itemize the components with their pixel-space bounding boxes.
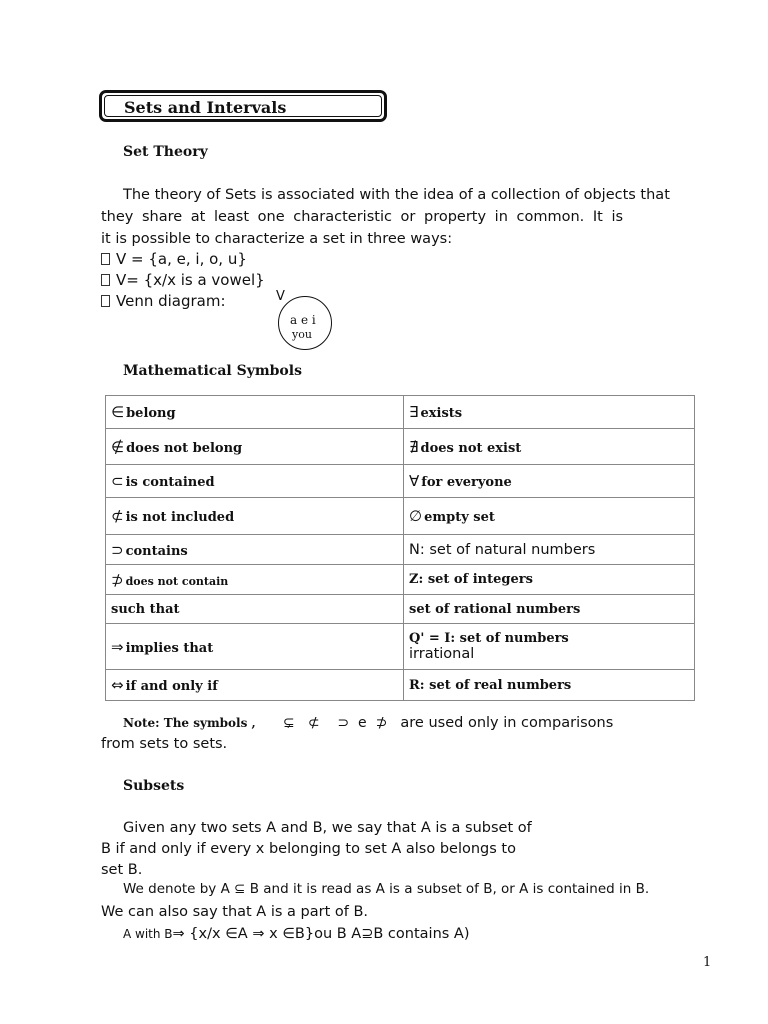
cell-text: is not included bbox=[125, 510, 235, 525]
subset-icon: ⊂ bbox=[111, 472, 124, 490]
table-cell bbox=[106, 535, 404, 565]
iff-icon: ⇔ bbox=[111, 676, 124, 694]
venn-text-1: a e i bbox=[290, 313, 316, 327]
table-cell bbox=[106, 565, 404, 595]
table-cell bbox=[106, 595, 404, 624]
table-row bbox=[106, 396, 695, 429]
set-theory-line-2: they share at least one characteristic or property in common. It is bbox=[101, 209, 624, 225]
cell-text: does not contain bbox=[125, 574, 229, 588]
cell-text: contains bbox=[125, 543, 188, 559]
cell-text: for everyone bbox=[421, 475, 512, 490]
cell-text: Z: set of integers bbox=[409, 572, 533, 587]
not-element-of-icon: ∉ bbox=[111, 437, 125, 456]
cell-text: implies that bbox=[125, 640, 214, 656]
subsets-line-6-rest: ⇒ {x/x ∈A ⇒ x ∈B}ou B A⊇B contains A) bbox=[172, 926, 470, 942]
superset-icon: ⊃ bbox=[111, 540, 124, 559]
bullet-icon bbox=[101, 253, 110, 265]
venn-set-label: V bbox=[276, 289, 285, 304]
table-row bbox=[106, 670, 695, 701]
element-of-icon: ∈ bbox=[111, 403, 125, 421]
not-superset-icon: ⊅ bbox=[111, 570, 124, 589]
table-cell bbox=[404, 595, 695, 624]
empty-set-icon: ∅ bbox=[409, 507, 423, 525]
cell-text: R: set of real numbers bbox=[409, 677, 572, 693]
table-cell bbox=[106, 465, 404, 498]
table-cell bbox=[404, 498, 695, 535]
cell-text: set of rational numbers bbox=[409, 601, 581, 617]
table-row bbox=[106, 595, 695, 624]
note-symbols: ⊊ ⊄ ⊃ e ⊅ bbox=[282, 715, 388, 731]
page-number: 1 bbox=[703, 955, 712, 970]
table-cell bbox=[106, 498, 404, 535]
table-cell bbox=[404, 396, 695, 429]
set-theory-line-3: it is possible to characterize a set in three ways: bbox=[101, 231, 453, 247]
subsets-line-6-small: A with B bbox=[123, 927, 173, 941]
table-cell bbox=[404, 429, 695, 465]
title-box bbox=[99, 90, 387, 122]
table-row bbox=[106, 498, 695, 535]
not-exists-icon: ∄ bbox=[409, 437, 419, 456]
venn-text-2: you bbox=[292, 328, 312, 341]
subsets-line-2: B if and only if every x belonging to set A also belongs to bbox=[101, 841, 516, 857]
bullet-icon bbox=[101, 295, 110, 307]
table-row bbox=[106, 535, 695, 565]
cell-text: is contained bbox=[125, 475, 215, 490]
bullet-text: V = {a, e, i, o, u} bbox=[116, 250, 247, 268]
cell-text: empty set bbox=[424, 510, 495, 525]
subsets-line-1: Given any two sets A and B, we say that A is a subset of bbox=[123, 820, 532, 836]
cell-text: exists bbox=[420, 406, 463, 421]
page-title: Sets and Intervals bbox=[124, 98, 287, 117]
bullet-item-1 bbox=[101, 250, 247, 268]
table-cell bbox=[106, 670, 404, 701]
set-theory-line-1: The theory of Sets is associated with the idea of a collection of objects that bbox=[123, 187, 670, 203]
table-row bbox=[106, 565, 695, 595]
table-cell bbox=[404, 624, 695, 670]
table-cell bbox=[404, 535, 695, 565]
bullet-text: Venn diagram: bbox=[116, 292, 226, 310]
for-all-icon: ∀ bbox=[409, 472, 420, 490]
not-subset-icon: ⊄ bbox=[111, 507, 124, 525]
cell-text: Q' = I: set of numbers bbox=[409, 631, 569, 646]
note-label: Note: The symbols , bbox=[123, 716, 256, 730]
table-cell bbox=[106, 624, 404, 670]
note-text-2: from sets to sets. bbox=[101, 736, 228, 752]
symbols-table bbox=[105, 395, 695, 701]
subsets-line-4: We denote by A ⊆ B and it is read as A is a subset of B, or A is contained in B. bbox=[123, 881, 650, 897]
bullet-item-2 bbox=[101, 271, 265, 289]
symbols-heading: Mathematical Symbols bbox=[123, 363, 302, 379]
table-cell bbox=[106, 396, 404, 429]
subsets-line-3: set B. bbox=[101, 862, 143, 878]
cell-text: such that bbox=[111, 601, 180, 617]
implies-icon: ⇒ bbox=[111, 637, 124, 656]
table-row bbox=[106, 624, 695, 670]
cell-text-2: irrational bbox=[409, 646, 475, 662]
cell-text: if and only if bbox=[125, 679, 218, 694]
subsets-heading: Subsets bbox=[123, 778, 185, 794]
table-row bbox=[106, 429, 695, 465]
set-theory-heading: Set Theory bbox=[123, 144, 208, 160]
note-text: are used only in comparisons bbox=[400, 715, 614, 731]
cell-text: does not exist bbox=[420, 440, 522, 456]
table-cell bbox=[106, 429, 404, 465]
subsets-line-5: We can also say that A is a part of B. bbox=[101, 904, 369, 920]
cell-text: belong bbox=[126, 406, 176, 421]
table-row bbox=[106, 465, 695, 498]
cell-text: N: set of natural numbers bbox=[409, 541, 596, 558]
bullet-text: V= {x/x is a vowel} bbox=[116, 271, 265, 289]
subsets-line-6 bbox=[123, 923, 470, 942]
note-line bbox=[123, 712, 613, 734]
venn-diagram bbox=[278, 296, 332, 350]
bullet-icon bbox=[101, 274, 110, 286]
bullet-item-3 bbox=[101, 292, 226, 310]
cell-text: does not belong bbox=[126, 440, 243, 456]
table-cell bbox=[404, 565, 695, 595]
exists-icon: ∃ bbox=[409, 403, 419, 421]
table-cell bbox=[404, 670, 695, 701]
table-cell bbox=[404, 465, 695, 498]
